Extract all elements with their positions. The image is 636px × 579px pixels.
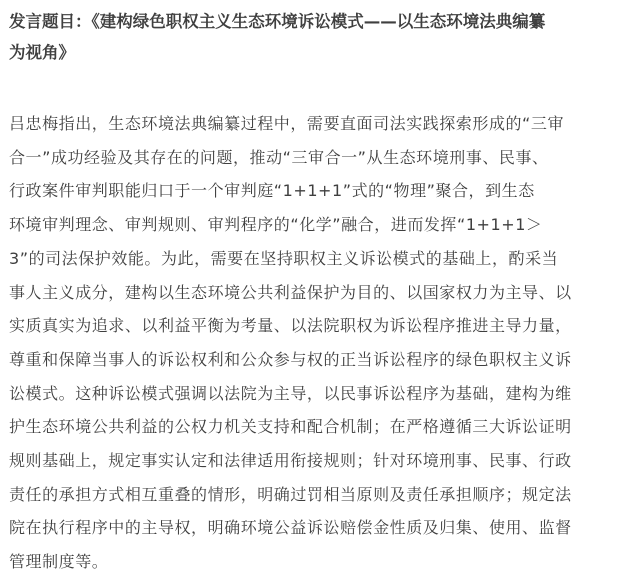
paragraph-line: 环境审判理念、审判规则、审判程序的“化学”融合，进而发挥“1+1+1＞ [9, 215, 543, 235]
paragraph-line: 合一”成功经验及其存在的问题，推动“三审合一”从生态环境刑事、民事、 [9, 147, 549, 167]
paragraph-line: 护生态环境公共利益的公权力机关支持和配合机制；在严格遵循三大诉讼证明 [9, 417, 572, 437]
paragraph-line: 规则基础上，规定事实认定和法律适用衔接规则；针对环境刑事、民事、行政 [9, 451, 572, 471]
title-line: 为视角》 [9, 43, 75, 62]
paragraph-line: 事人主义成分，建构以生态环境公共利益保护为目的、以国家权力为主导、以 [9, 282, 572, 302]
title-line: 发言题目：《建构绿色职权主义生态环境诉讼模式——以生态环境法典编纂 [9, 12, 546, 31]
article [9, 6, 629, 572]
paragraph-line: 尊重和保障当事人的诉讼权利和公众参与权的正当诉讼程序的绿色职权主义诉 [9, 349, 572, 369]
paragraph-line: 讼模式。这种诉讼模式强调以法院为主导，以民事诉讼程序为基础，建构为维 [9, 383, 572, 403]
paragraph-line: 院在执行程序中的主导权，明确环境公益诉讼赔偿金性质及归集、使用、监督 [9, 518, 572, 538]
paragraph-line: 实质真实为追求、以利益平衡为考量、以法院职权为诉讼程序推进主导力量， [9, 316, 572, 336]
speech-title [9, 6, 629, 68]
paragraph-line: 管理制度等。 [9, 552, 109, 572]
article-paragraph [9, 107, 572, 579]
paragraph-line: 责任的承担方式相互重叠的情形，明确过罚相当原则及责任承担顺序；规定法 [9, 484, 572, 504]
paragraph-line: 行政案件审判职能归口于一个审判庭“1+1+1”式的“物理”聚合，到生态 [9, 181, 535, 201]
paragraph-line: 吕忠梅指出，生态环境法典编纂过程中，需要直面司法实践探索形成的“三审 [9, 114, 564, 133]
paragraph-line: 3”的司法保护效能。为此，需要在坚持职权主义诉讼模式的基础上，酌采当 [9, 248, 559, 268]
